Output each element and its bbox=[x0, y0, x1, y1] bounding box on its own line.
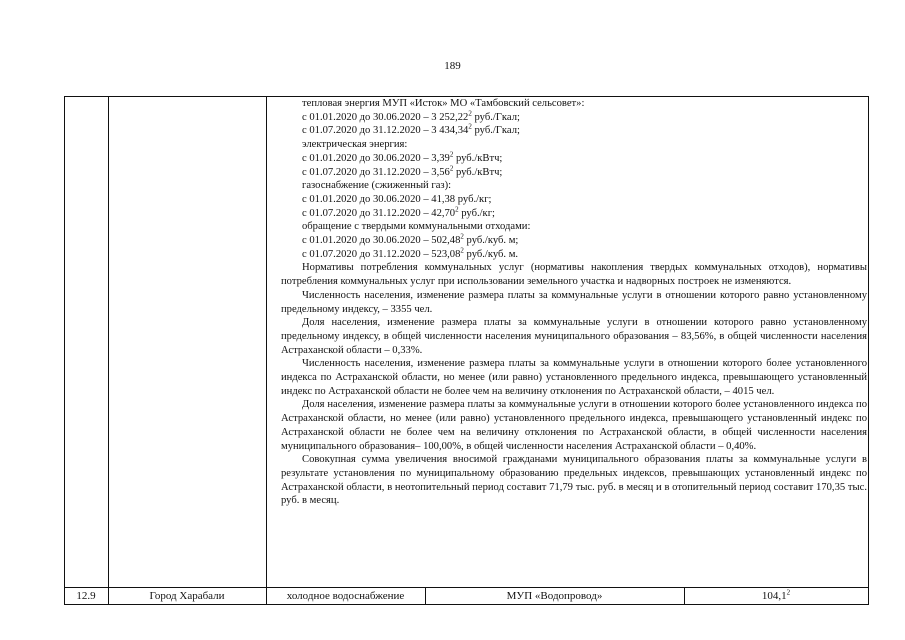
population-share-equal-paragraph: Доля населения, изменение размера платы за коммунальные услуги в отношении которого равно установленному предельному индексу, в общей численности населения муниципального образования – 83,56%, в общей численности населения Астраханской области – 0,33%. bbox=[281, 317, 867, 356]
waste-heading: обращение с твердыми коммунальными отходами: bbox=[302, 221, 531, 233]
service-cell: холодное водоснабжение bbox=[286, 590, 405, 602]
total-increase-paragraph: Совокупная сумма увеличения вносимой гражданами муниципального образования платы за коммунальные услуги в результате установления по муниципальному образованию предельных индексов, превышающих установленный индекс по Астраханской области, в неотопительный период составит 71,79 тыс. руб. в месяц и в отопительный период составит 170,35 тыс. руб. в месяц. bbox=[281, 454, 867, 507]
heat-tariff-h1: с 01.01.2020 до 30.06.2020 – 3 252,22$^2$ руб./Гкал; bbox=[302, 109, 520, 123]
heat-tariff-h2: с 01.07.2020 до 31.12.2020 – 3 434,34$^2$ руб./Гкал; bbox=[302, 122, 520, 137]
population-share-above-paragraph: Доля населения, изменение размера платы за коммунальные услуги в отношении которого более установленного индекса по Астраханской области, но менее (или равно) установленного предельного индекса, превышающего установленный индекс по Астраханской области не более чем на величину отклонения по Астраханской области, в общей численности населения муниципального образования– 100,00%, в общей численности населения Астраханской области – 0,40%. bbox=[281, 399, 867, 452]
table-bottom-border bbox=[64, 604, 869, 605]
gas-tariff-h2: с 01.07.2020 до 31.12.2020 – 42,70$^2$ руб./кг; bbox=[302, 205, 495, 219]
waste-tariff-h2: с 01.07.2020 до 31.12.2020 – 523,08$^2$ руб./куб. м. bbox=[302, 246, 519, 260]
row-number-cell: 12.9 bbox=[76, 590, 96, 602]
electricity-tariff-h1: с 01.01.2020 до 30.06.2020 – 3,39$^2$ руб./кВтч; bbox=[302, 150, 503, 164]
column-divider-1 bbox=[108, 96, 109, 605]
heat-energy-heading: тепловая энергия МУП «Исток» МО «Тамбовский сельсовет»: bbox=[302, 98, 585, 109]
consumption-norms-paragraph: Нормативы потребления коммунальных услуг (нормативы накопления твердых коммунальных отходов), нормативы потребления коммунальных услуг при использовании земельного участка и надворных построек не изменяются. bbox=[281, 262, 867, 288]
table-row-divider bbox=[64, 587, 869, 588]
page-number: 189 bbox=[444, 60, 461, 72]
waste-tariff-h1: с 01.01.2020 до 30.06.2020 – 502,48$^2$ руб./куб. м; bbox=[302, 232, 519, 247]
tariff-description-cell bbox=[281, 97, 867, 508]
table-left-border bbox=[64, 96, 65, 605]
gas-tariff-h1: с 01.01.2020 до 30.06.2020 – 41,38 руб./кг; bbox=[302, 193, 492, 205]
electricity-heading: электрическая энергия: bbox=[302, 139, 408, 151]
index-value-cell: 104,1$^2$ bbox=[761, 588, 791, 602]
gas-heading: газоснабжение (сжиженный газ): bbox=[302, 180, 452, 192]
electricity-tariff-h2: с 01.07.2020 до 31.12.2020 – 3,56$^2$ руб./кВтч; bbox=[302, 163, 503, 178]
column-divider-2 bbox=[266, 96, 267, 605]
municipality-cell: Город Харабали bbox=[149, 590, 225, 602]
population-equal-index-paragraph: Численность населения, изменение размера платы за коммунальные услуги в отношении которого равно установленному предельному индексу, – 3355 чел. bbox=[281, 289, 867, 315]
provider-cell: МУП «Водопровод» bbox=[506, 590, 603, 602]
table-right-border bbox=[868, 96, 869, 605]
population-above-index-paragraph: Численность населения, изменение размера платы за коммунальные услуги в отношении которого более установленного индекса по Астраханской области, но менее (или равно) установленного предельного индекса, превышающего установленный индекс по Астраханской области не более чем на величину отклонения по Астраханской области, – 4015 чел. bbox=[281, 358, 867, 397]
